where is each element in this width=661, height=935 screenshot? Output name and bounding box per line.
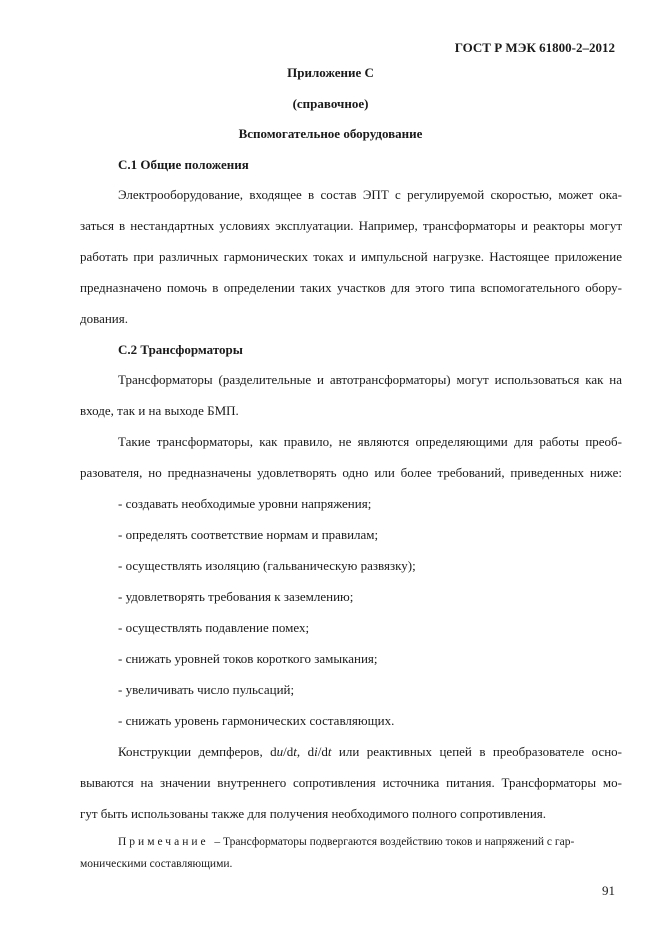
- requirement-list-item: - снижать уровней токов короткого замыкания;: [118, 651, 378, 666]
- formula-var-t: t: [327, 744, 332, 759]
- appendix-title: Приложение С: [287, 65, 374, 80]
- requirement-list-item: - осуществлять подавление помех;: [118, 620, 310, 635]
- note-label: Примечание: [118, 836, 209, 848]
- section-c2-para3-line2: вываются на значении внутреннего сопротивления источника питания. Трансформаторы мо-: [80, 775, 622, 790]
- section-c2-para3-line3: гут быть использованы также для получения необходимого полного сопротивления.: [80, 806, 547, 821]
- appendix-subject: Вспомогательное оборудование: [238, 126, 423, 141]
- section-c1-line: Электрооборудование, входящее в состав ЭПТ с регулируемой скоростью, может ока-: [118, 187, 622, 202]
- formula-slash: /d: [283, 744, 294, 759]
- formula-slash: /d: [317, 744, 328, 759]
- requirement-list-item: - удовлетворять требования к заземлению;: [118, 589, 354, 604]
- section-c2-para2-line: разователя, но предназначены удовлетворять одно или более требований, приведенных ниже:: [80, 465, 622, 480]
- page-number: 91: [602, 883, 615, 898]
- section-c2-para3-line1: [118, 744, 622, 760]
- note-line1: [118, 834, 574, 850]
- note-text: – Трансформаторы подвергаются воздействию токов и напряжений с гар-: [214, 836, 575, 848]
- section-c1-line: предназначено помочь в определении таких участков для этого типа вспомогательного обору-: [80, 280, 622, 295]
- requirement-list-item: - увеличивать число пульсаций;: [118, 682, 295, 697]
- para3-text-end: или реактивных цепей в преобразователе осно-: [331, 744, 622, 759]
- section-c1-heading: С.1 Общие положения: [118, 157, 249, 172]
- formula-var-t: t: [293, 744, 297, 759]
- section-c1-line: заться в нестандартных условиях эксплуатации. Например, трансформаторы и реакторы могут: [80, 218, 622, 233]
- para3-text-start: Конструкции демпферов, d: [118, 744, 277, 759]
- section-c1-line: работать при различных гармонических токах и импульсной нагрузке. Настоящее приложение: [80, 249, 622, 264]
- appendix-status: (справочное): [292, 96, 369, 111]
- formula-var-u: u: [276, 744, 284, 759]
- section-c1-line: дования.: [80, 311, 128, 326]
- requirement-list-item: - определять соответствие нормам и правилам;: [118, 527, 379, 542]
- formula-var-i: i: [314, 744, 318, 759]
- section-c2-para1-line: Трансформаторы (разделительные и автотрансформаторы) могут использоваться как на: [118, 372, 622, 387]
- requirement-list-item: - снижать уровень гармонических составляющих.: [118, 713, 395, 728]
- section-c2-para1-line: входе, так и на выходе БМП.: [80, 403, 239, 418]
- section-c2-para2-line: Такие трансформаторы, как правило, не являются определяющими для работы преоб-: [118, 434, 622, 449]
- formula-separator: , d: [296, 744, 315, 759]
- section-c2-heading: С.2 Трансформаторы: [118, 342, 243, 357]
- requirement-list-item: - осуществлять изоляцию (гальваническую развязку);: [118, 558, 416, 573]
- document-code: ГОСТ Р МЭК 61800-2–2012: [454, 40, 615, 55]
- note-line2: моническими составляющими.: [80, 858, 233, 870]
- requirement-list-item: - создавать необходимые уровни напряжения;: [118, 496, 372, 511]
